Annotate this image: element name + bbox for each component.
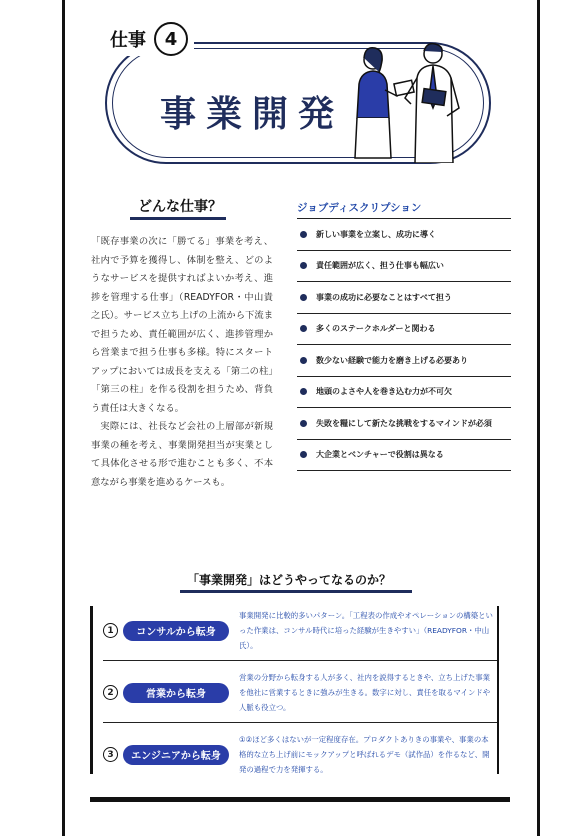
route-label-pill: エンジニアから転身 xyxy=(123,745,229,765)
list-item xyxy=(297,344,511,376)
route-consultant xyxy=(103,608,498,653)
bullet-dot-icon xyxy=(300,294,307,301)
list-item xyxy=(297,250,511,282)
bullet-dot-icon xyxy=(300,231,307,238)
list-item xyxy=(297,407,511,439)
what-job-heading: どんな仕事？ xyxy=(138,199,222,215)
route-description: 事業開発に比較的多いパターン。「工程表の作成やオペレーションの構築といった作業は、コンサル時代に培った経験が生きやすい」（READYFOR・中山氏）。 xyxy=(239,611,493,650)
how-to-left-bar xyxy=(90,606,93,774)
list-item-text: 失敗を糧にして新たな挑戦をするマインドが必須 xyxy=(316,418,492,428)
kicker-label: 仕事 xyxy=(110,30,146,51)
list-item xyxy=(297,281,511,313)
route-label-pill: コンサルから転身 xyxy=(123,621,229,641)
job-description-heading: ジョブディスクリプション xyxy=(297,202,422,214)
left-frame-line xyxy=(62,0,65,836)
list-item-text: 数少ない経験で能力を磨き上げる必要あり xyxy=(316,355,468,365)
page-title: 事業開発 xyxy=(160,94,345,135)
list-item-text: 事業の成功に必要なことはすべて担う xyxy=(316,292,452,302)
list-item-text: 地頭のよさや人を巻き込む力が不可欠 xyxy=(316,387,452,397)
bullet-dot-icon xyxy=(300,388,307,395)
what-job-body xyxy=(91,233,273,492)
bottom-rule xyxy=(90,797,510,802)
list-item xyxy=(297,218,511,250)
bullet-dot-icon xyxy=(300,262,307,269)
circled-number-icon: 3 xyxy=(103,747,118,762)
route-sales xyxy=(103,670,498,715)
what-job-paragraph-1: 「既存事業の次に「勝てる」事業を考え、社内で予算を獲得し、体制を整え、どのようなサービスを提供すればよいか考え、進捗を管理する仕事」（READYFOR・中山貴之氏）。サービス立ち上げの上流から下流まで担うため、責任範囲が広く、進捗管理から営業まで担う仕事も多様。特にスタートアップにおいては成長を支える「第二の柱」「第三の柱」を作る役割を担うため、背負う責任は大きくなる。 xyxy=(91,236,273,414)
route-label-pill: 営業から転身 xyxy=(123,683,229,703)
bullet-dot-icon xyxy=(300,420,307,427)
route-separator xyxy=(103,722,497,723)
route-engineer xyxy=(103,732,498,777)
how-to-underline xyxy=(180,590,412,593)
what-job-paragraph-2: 実際には、社長など会社の上層部が新規事業の種を考え、事業開発担当が実業として具体化させる形で進むことも多く、不本意ながら事業を進めるケースも。 xyxy=(91,421,273,488)
circled-number-icon: 1 xyxy=(103,623,118,638)
list-item-text: 多くのステークホルダーと関わる xyxy=(316,324,436,334)
business-people-illustration xyxy=(335,38,475,163)
job-description-list xyxy=(297,218,511,471)
bullet-dot-icon xyxy=(300,357,307,364)
route-separator xyxy=(103,660,497,661)
section-number-badge: 4 xyxy=(154,22,188,56)
list-item xyxy=(297,376,511,408)
route-description: 営業の分野から転身する人が多く、社内を説得するときや、立ち上げた事業を他社に営業するときに強みが生きる。数字に対し、責任を取るマインドや人脈も役立つ。 xyxy=(239,673,491,712)
list-item-text: 責任範囲が広く、担う仕事も幅広い xyxy=(316,261,444,271)
route-description: ①②ほど多くはないが一定程度存在。プロダクトありきの事業や、事業の本格的な立ち上げ前にモックアップと呼ばれるデモ（試作品）を作るなど、開発の過程で力を発揮する。 xyxy=(239,735,490,774)
list-item-text: 大企業とベンチャーで役割は異なる xyxy=(316,450,444,460)
section-kicker xyxy=(104,22,194,56)
what-job-underline xyxy=(130,217,226,220)
how-to-heading: 「事業開発」はどうやってなるのか？ xyxy=(187,573,392,587)
bullet-dot-icon xyxy=(300,325,307,332)
bullet-dot-icon xyxy=(300,451,307,458)
list-item xyxy=(297,439,511,472)
circled-number-icon: 2 xyxy=(103,685,118,700)
right-frame-line xyxy=(537,0,540,836)
list-item xyxy=(297,313,511,345)
list-item-text: 新しい事業を立案し、成功に導く xyxy=(316,229,436,239)
